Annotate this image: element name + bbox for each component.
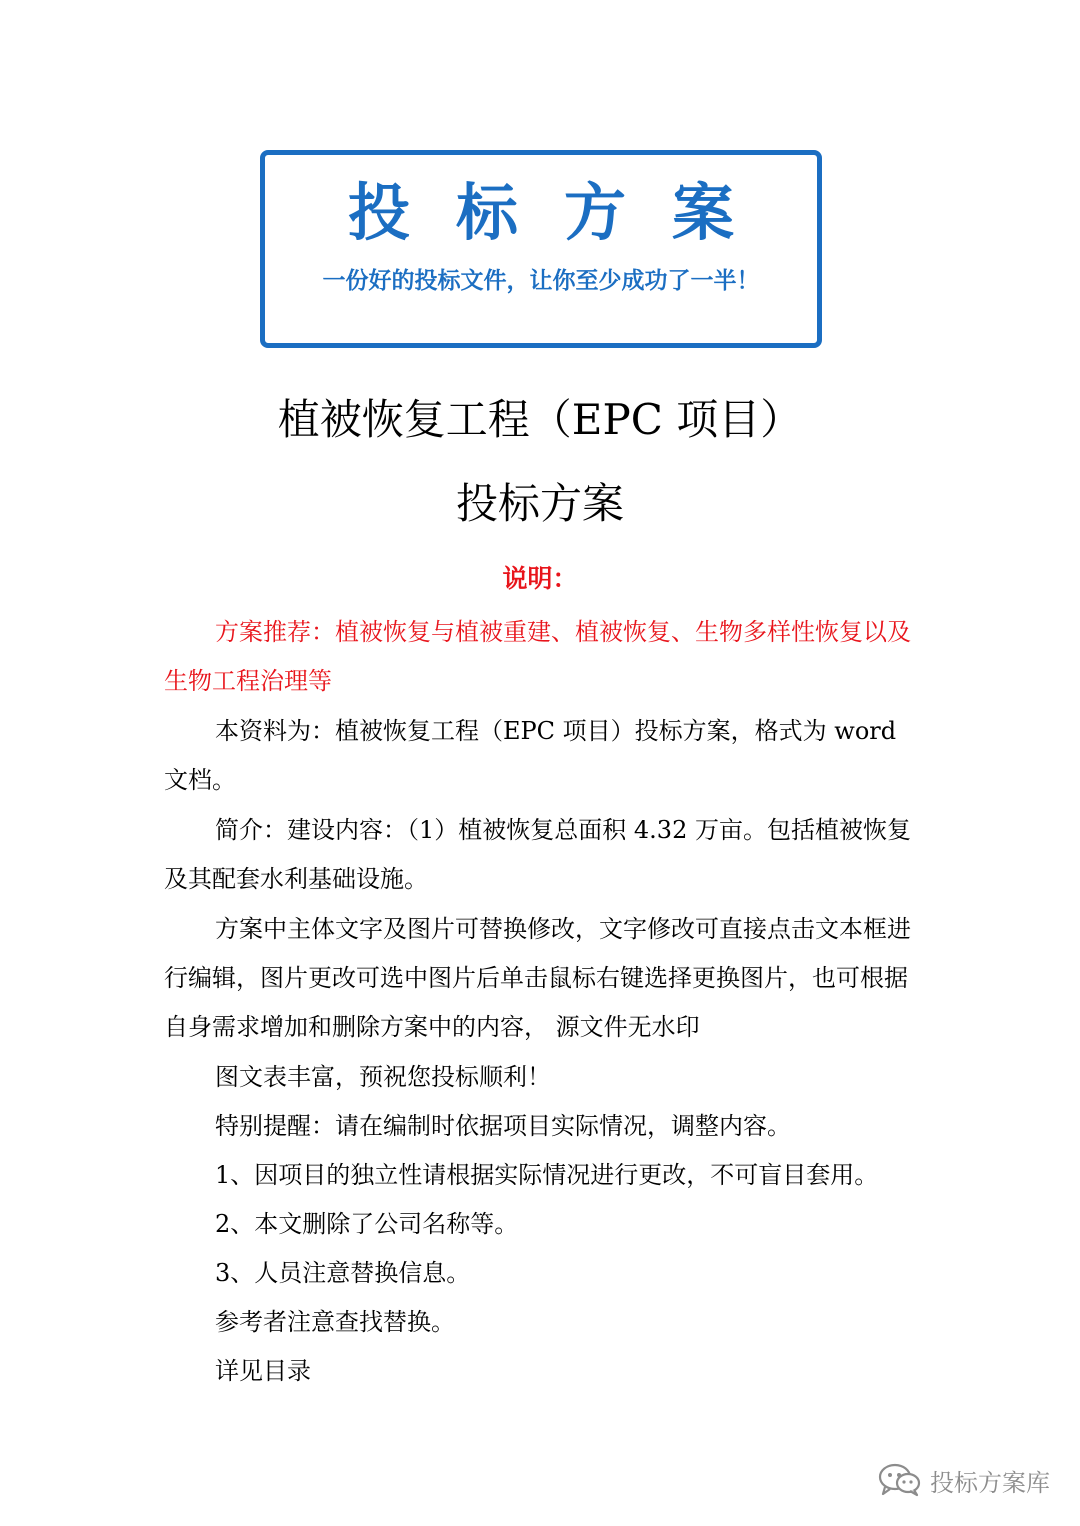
note-heading: 说明： bbox=[502, 564, 578, 593]
watermark bbox=[878, 1458, 1050, 1502]
list-item-3: 3、人员注意替换信息。 bbox=[215, 1259, 471, 1287]
info-paragraph: 本资料为：植被恢复工程（EPC 项目）投标方案，格式为 word 文档。 bbox=[164, 717, 897, 794]
document-title: 植被恢复工程（EPC 项目） bbox=[277, 395, 803, 444]
reference-paragraph: 参考者注意查找替换。 bbox=[215, 1308, 455, 1336]
promo-banner bbox=[260, 150, 822, 348]
document-subtitle: 投标方案 bbox=[455, 479, 624, 528]
banner-title: 投标方案 bbox=[347, 176, 780, 249]
list-item-2: 2、本文删除了公司名称等。 bbox=[215, 1210, 519, 1238]
watermark-text: 投标方案库 bbox=[930, 1468, 1050, 1497]
intro-paragraph: 简介：建设内容：（1）植被恢复总面积 4.32 万亩。包括植被恢复及其配套水利基础设施。 bbox=[164, 816, 911, 893]
rich-content-paragraph: 图文表丰富，预祝您投标顺利！ bbox=[215, 1063, 551, 1091]
see-contents-paragraph: 详见目录 bbox=[215, 1357, 311, 1385]
editable-paragraph: 方案中主体文字及图片可替换修改，文字修改可直接点击文本框进行编辑，图片更改可选中图片后单击鼠标右键选择更换图片，也可根据自身需求增加和删除方案中的内容， 源文件无水印 bbox=[164, 915, 911, 1041]
recommendation-paragraph: 方案推荐：植被恢复与植被重建、植被恢复、生物多样性恢复以及生物工程治理等 bbox=[164, 618, 911, 695]
wechat-icon bbox=[878, 1463, 922, 1497]
reminder-paragraph: 特别提醒：请在编制时依据项目实际情况，调整内容。 bbox=[215, 1112, 791, 1140]
list-item-1: 1、因项目的独立性请根据实际情况进行更改，不可盲目套用。 bbox=[215, 1161, 879, 1189]
banner-subtitle: 一份好的投标文件，让你至少成功了一半！ bbox=[322, 268, 760, 294]
